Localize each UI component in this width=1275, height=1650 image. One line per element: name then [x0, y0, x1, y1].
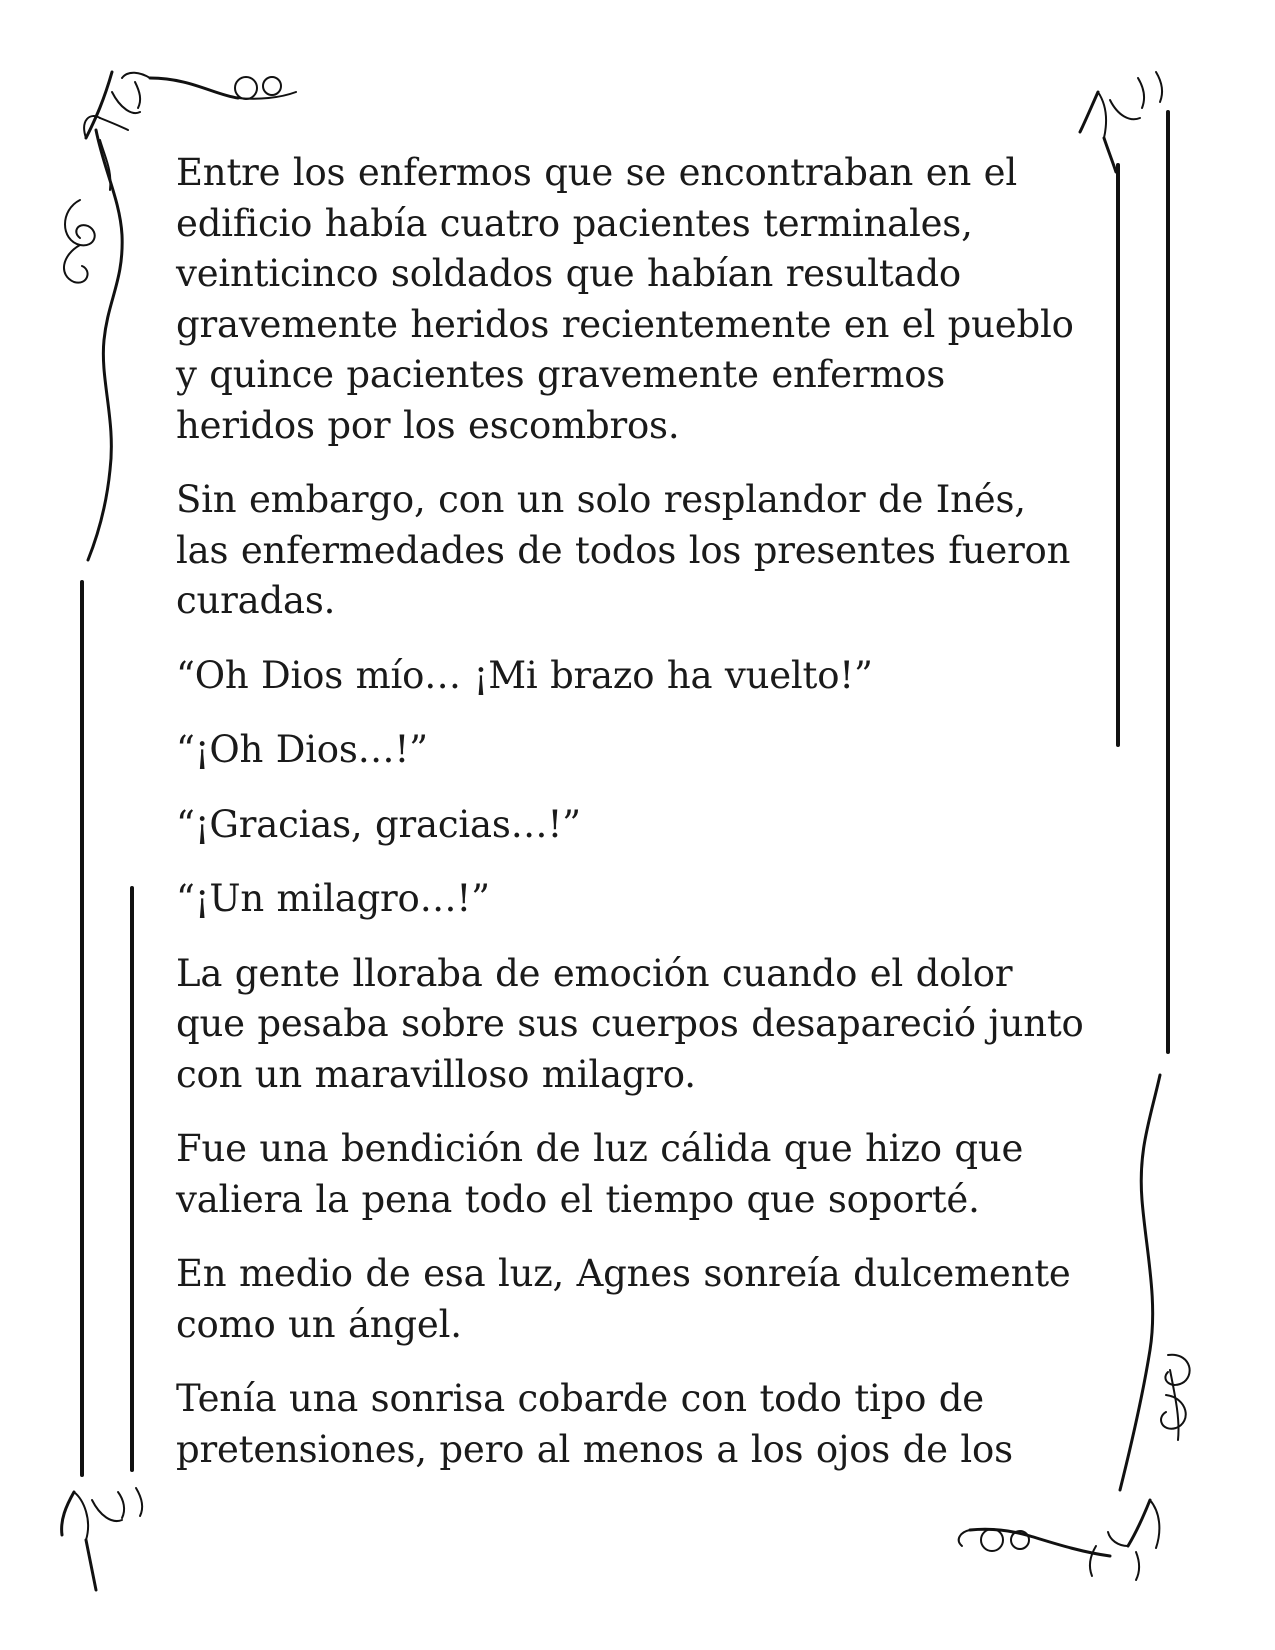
dialogue-line: “¡Oh Dios…!” [176, 728, 428, 771]
dialogue-line: “¡Gracias, gracias…!” [176, 802, 581, 846]
page-text [176, 148, 1096, 1499]
paragraph: La gente lloraba de emoción cuando el dolor que pesaba sobre sus cuerpos desapareció junto con un maravilloso milagro. [176, 951, 1084, 1096]
paragraph: En medio de esa luz, Agnes sonreía dulcemente como un ángel. [176, 1252, 1071, 1346]
bottom-left-flourish-icon [62, 1488, 142, 1590]
paragraph: Sin embargo, con un solo resplandor de Inés, las enfermedades de todos los presentes fueron curadas. [176, 478, 1071, 622]
dialogue-line: “Oh Dios mío… ¡Mi brazo ha vuelto!” [176, 653, 873, 697]
paragraph: Fue una bendición de luz cálida que hizo que valiera la pena todo el tiempo que soporté. [176, 1127, 1024, 1221]
paragraph: Tenía una sonrisa cobarde con todo tipo de pretensiones, pero al menos a los ojos de los [176, 1377, 1013, 1471]
paragraph: Entre los enfermos que se encontraban en el edificio había cuatro pacientes terminales, veinticinco soldados que habían resultado gravemente heridos recientemente en el pueblo y quince pacientes gravemente enfermos heridos por los escombros. [176, 151, 1074, 447]
dialogue-line: “¡Un milagro…!” [176, 877, 490, 920]
